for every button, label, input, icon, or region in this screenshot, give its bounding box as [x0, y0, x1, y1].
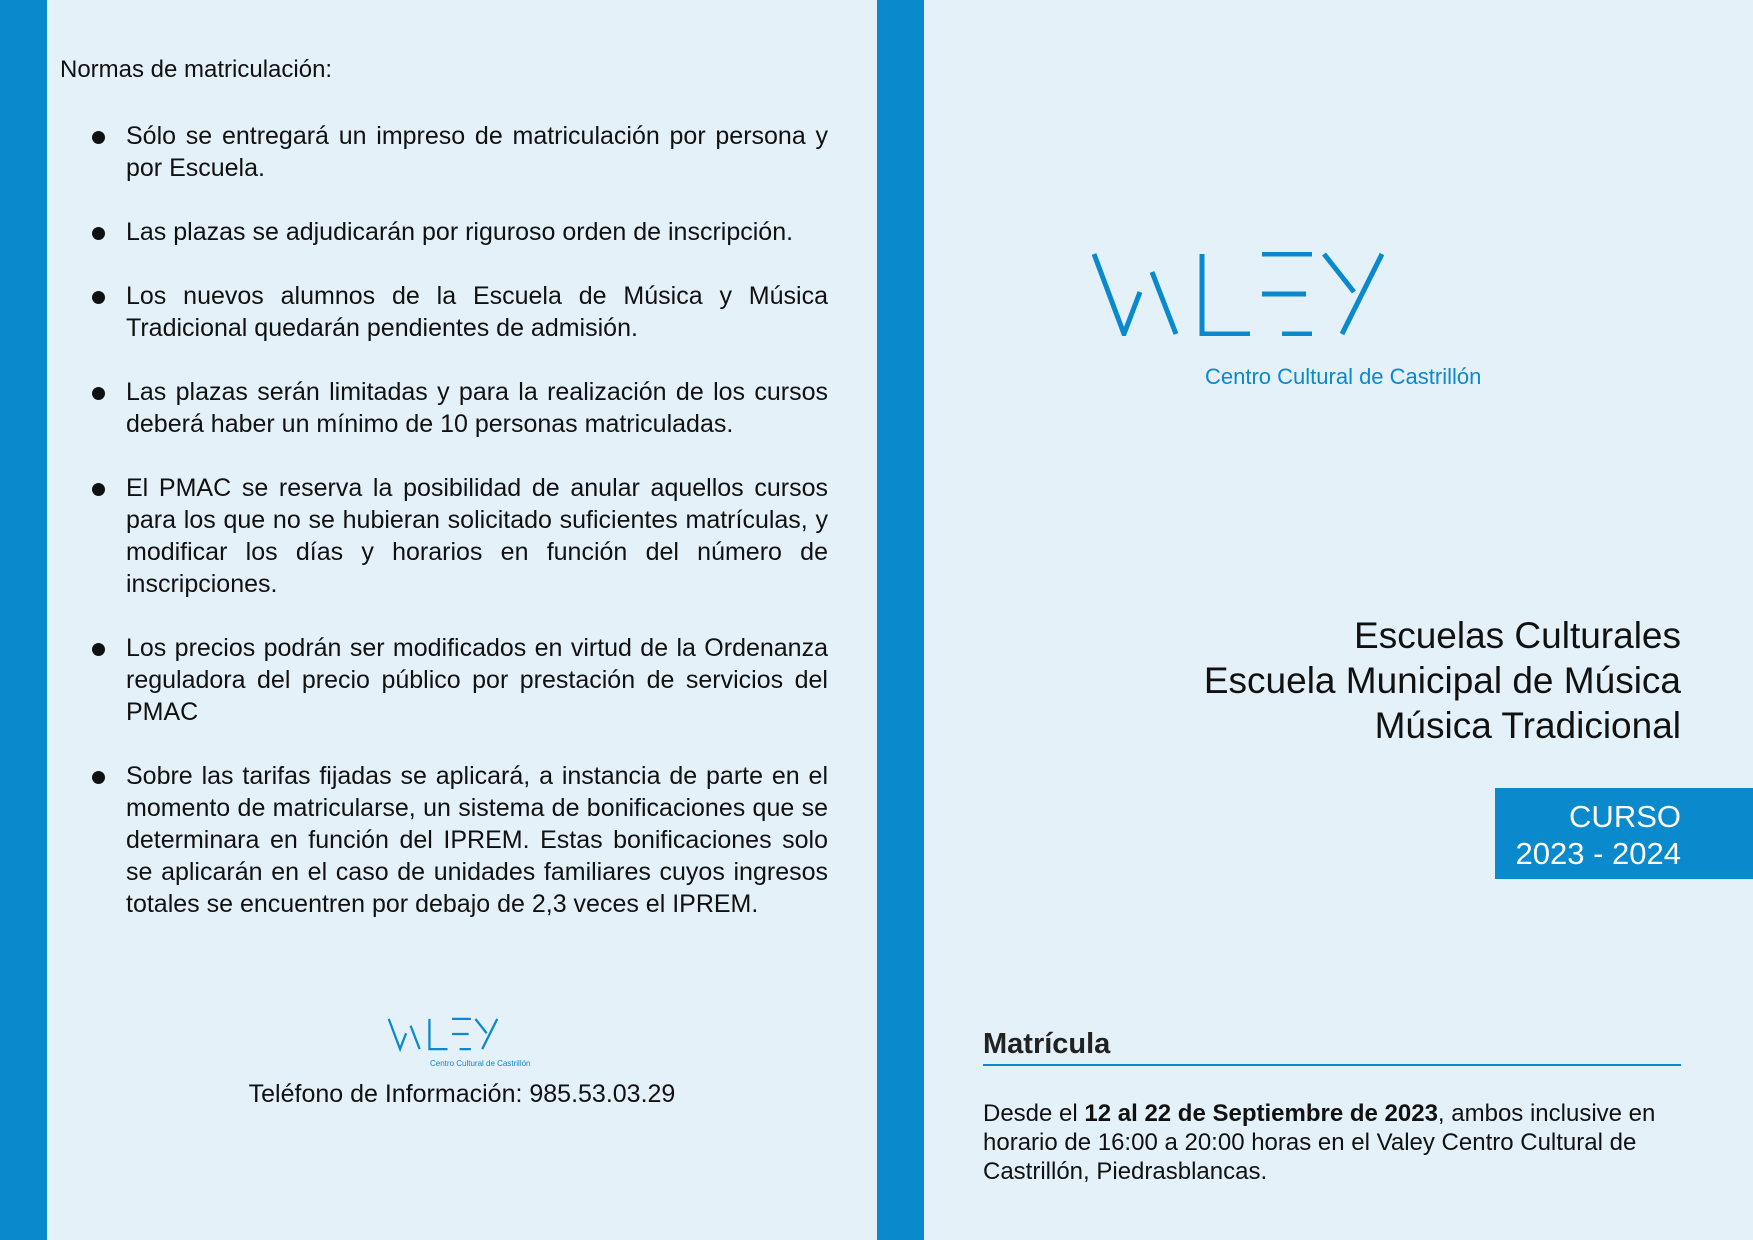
- title-line: Escuelas Culturales: [1354, 615, 1681, 656]
- enrollment-heading: Matrícula: [983, 1028, 1111, 1060]
- course-label: CURSO: [1569, 799, 1681, 834]
- course-years: 2023 - 2024: [1515, 836, 1681, 871]
- rule-text: El PMAC se reserva la posibilidad de anular aquellos cursos para los que no se hubieran solicitado suficientes matrículas, y modificar los días y horarios en función del número de inscripciones.: [126, 474, 828, 598]
- rules-title: Normas de matriculación:: [60, 56, 333, 83]
- rule-item: [92, 216, 828, 248]
- enrollment-text-pre: Desde el: [983, 1100, 1085, 1127]
- rule-item: [92, 632, 828, 728]
- rule-item: [92, 376, 828, 440]
- rule-text: Los nuevos alumnos de la Escuela de Música y Música Tradicional quedarán pendientes de admisión.: [126, 282, 828, 342]
- course-badge: [1495, 788, 1753, 879]
- phone-info: Teléfono de Información: 985.53.03.29: [248, 1080, 676, 1108]
- valey-logo-small: [388, 1016, 498, 1052]
- title-line: Música Tradicional: [1374, 705, 1681, 746]
- bullet-icon: [92, 771, 105, 784]
- center-blue-bar: [877, 0, 924, 1240]
- rule-text: Sobre las tarifas fijadas se aplicará, a instancia de parte en el momento de matricularse, un sistema de bonificaciones que se determinara en función del IPREM. Estas bonificaciones solo se aplicarán en el caso de unidades familiares cuyos ingresos totales se encuentren por debajo de 2,3 veces el IPREM.: [126, 762, 828, 918]
- rule-item: [92, 472, 828, 600]
- logo-subtitle: Centro Cultural de Castrillón: [1205, 364, 1482, 389]
- enrollment-text-post: , ambos inclusive en horario de 16:00 a 20:00 horas en el Valey Centro Cultural de Castrillón, Piedrasblancas.: [983, 1100, 1656, 1185]
- bullet-icon: [92, 387, 105, 400]
- bullet-icon: [92, 227, 105, 240]
- rule-text: Las plazas se adjudicarán por riguroso orden de inscripción.: [126, 218, 794, 246]
- left-blue-bar: [0, 0, 47, 1240]
- rule-text: Los precios podrán ser modificados en virtud de la Ordenanza reguladora del precio público por prestación de servicios del PMAC: [126, 634, 828, 726]
- rule-item: [92, 760, 828, 920]
- valey-logo: [1092, 252, 1384, 336]
- rules-list: [92, 120, 828, 952]
- heading-divider: [983, 1064, 1681, 1066]
- bullet-icon: [92, 643, 105, 656]
- enrollment-text: [983, 1099, 1681, 1186]
- rule-text: Sólo se entregará un impreso de matriculación por persona y por Escuela.: [126, 122, 828, 182]
- bullet-icon: [92, 291, 105, 304]
- logo-small-subtitle: Centro Cultural de Castrillón: [430, 1059, 531, 1068]
- rule-item: [92, 120, 828, 184]
- rule-item: [92, 280, 828, 344]
- title-line: Escuela Municipal de Música: [1203, 660, 1681, 701]
- bullet-icon: [92, 483, 105, 496]
- rule-text: Las plazas serán limitadas y para la realización de los cursos deberá haber un mínimo de 10 personas matriculadas.: [126, 378, 828, 438]
- bullet-icon: [92, 131, 105, 144]
- school-titles: [1204, 613, 1681, 748]
- enrollment-dates: 12 al 22 de Septiembre de 2023: [1084, 1100, 1438, 1127]
